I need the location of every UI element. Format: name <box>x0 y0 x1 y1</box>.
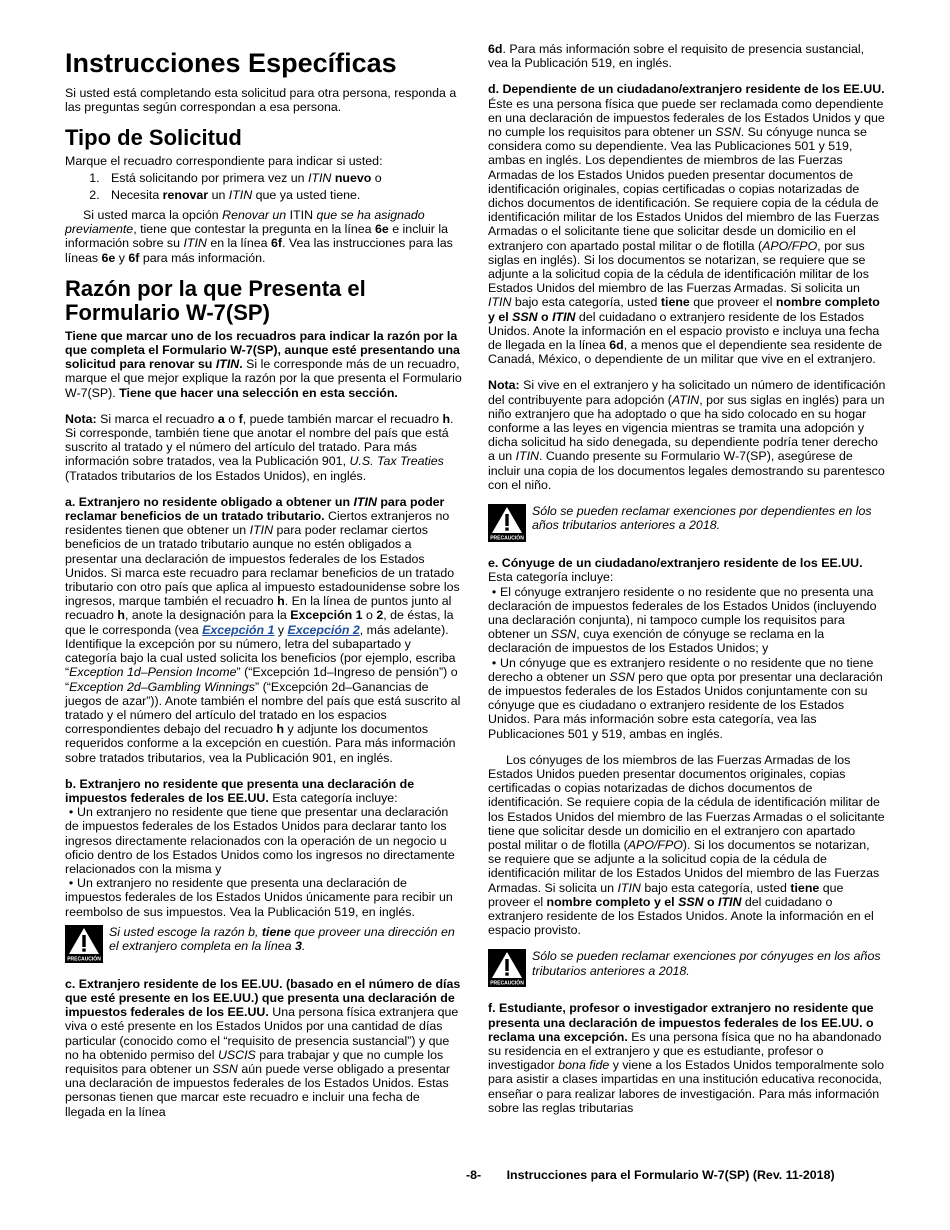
intro-paragraph: Si usted está completando esta solicitud para otra persona, responda a las preguntas según correspondan a esa persona. <box>65 86 457 115</box>
caution-note <box>65 925 463 963</box>
razon-paragraph: Tiene que marcar uno de los recuadros para indicar la razón por la que completa el Formulario W-7(SP), aunque esté presentando una solicitud para renovar su ITIN. Si le corresponde más de un recuadro, marque el que mejor explique la razón por la que presenta el Formulario W-7(SP). Tiene que hacer una selección en esta sección. <box>65 328 462 400</box>
nota-2-paragraph: Nota: Si vive en el extranjero y ha solicitado un número de identificación del contribuyente para adopción (ATIN, por sus siglas en inglés) para un niño extranjero que ha adoptado o que ha sido colocado en su hogar conforme a las leyes en vigencia mientras se tramita una adopción y dicha solicitud ha sido denegada, su dependiente podría tener derecho a un ITIN. Cuando presente su Formulario W-7(SP), asegúrese de incluir una copia de los documentos legales demostrando su parentesco con el niño. <box>488 378 886 492</box>
caution-label: PRECAUCIÓN <box>490 980 524 987</box>
caution-text: Sólo se pueden reclamar exenciones por cónyuges en los años tributarios anteriores a 2018. <box>532 949 881 978</box>
section-b-paragraph: b. Extranjero no residente que presenta una declaración de impuestos federales de los EE.UU. Esta categoría incluye: <box>65 776 415 805</box>
link-excepcion-2[interactable]: Excepción 2 <box>287 622 360 637</box>
caution-text: Si usted escoge la razón b, tiene que proveer una dirección en el extranjero completa en la línea 3. <box>109 924 455 953</box>
section-c-paragraph: c. Extranjero residente de los EE.UU. (basado en el número de días que esté presente en los EE.UU.) que presenta una declaración de impuestos federales de los EE.UU. Una persona física extranjera que viva o esté presente en los Estados Unidos por una cantidad de días particular (conocido como el “requisito de presencia sustancial”) y que no ha obtenido permiso del USCIS para trabajar y que no cumple los requisitos para obtener un SSN aún puede verse obligado a presentar una declaración de impuestos federales de los Estados Unidos. Estas personas tienen que marcar este recuadro e incluir una fecha de llegada en la línea <box>65 976 461 1119</box>
page-title: Instrucciones Específicas <box>65 48 397 78</box>
right-column <box>488 42 886 1127</box>
section-f-paragraph: f. Estudiante, profesor o investigador extranjero no residente que presenta una declaración de impuestos federales de los EE.UU. o reclama una excepción. Es una persona física que no ha abandonado su residencia en el extranjero y que es estudiante, profesor o investigador bona fide y viene a los Estados Unidos temporalmente solo para asistir a clases impartidas en una institución educativa reconocida, enseñar o para realizar labores de investigación. Para más información sobre las reglas tributarias <box>488 1001 885 1115</box>
list-item: • Un cónyuge que es extranjero residente o no residente que no tiene derecho a obtener un SSN pero que opta por presentar una declaración de impuestos federales de los Estados Unidos conjuntamente con su cónyuge que es ciudadano o extranjero residente de los Estados Unidos. Para más información sobre esta categoría, vea las Publicaciones 501 y 519, ambas en inglés. <box>488 656 886 741</box>
list-item: 1. Está solicitando por primera vez un ITIN nuevo o <box>103 171 463 185</box>
left-column <box>65 44 463 1131</box>
list-item: • Un extranjero no residente que presenta una declaración de impuestos federales de los Estados Unidos únicamente para recibir un reembolso de sus impuestos. Vea la Publicación 519, en inglés. <box>65 876 463 919</box>
caution-label: PRECAUCIÓN <box>490 535 524 542</box>
caution-note <box>488 949 886 987</box>
nota-paragraph: Nota: Si marca el recuadro a o f, puede también marcar el recuadro h. Si corresponde, también tiene que anotar el nombre del país que está suscrito al tratado y el número del artículo del tratado. Para más información sobre tratados, vea la Publicación 901, U.S. Tax Treaties (Tratados tributarios de los Estados Unidos), en inglés. <box>65 411 454 483</box>
caution-icon <box>488 504 526 542</box>
list-item: • El cónyuge extranjero residente o no residente que no presenta una declaración de impuestos federales de los Estados Unidos (incluyendo una declaración conjunta), ni tampoco cumple los requisitos para obtener un SSN, cuya exención de cónyuge se reclama en la declaración de impuestos de los Estados Unidos; y <box>488 585 886 656</box>
link-excepcion-1[interactable]: Excepción 1 <box>202 622 275 637</box>
caution-icon <box>488 949 526 987</box>
tipo-list <box>65 171 463 202</box>
section-e-paragraph: e. Cónyuge de un ciudadano/extranjero residente de los EE.UU. Esta categoría incluye: <box>488 556 863 585</box>
page-number: -8- <box>466 1168 482 1182</box>
section-d-paragraph: d. Dependiente de un ciudadano/extranjero residente de los EE.UU. Éste es una persona física que puede ser reclamada como dependiente en una declaración de impuestos federales de los Estados Unidos y que no cumple los requisitos para obtener un SSN. Su cónyuge nunca se considera como su dependiente. Vea las Publicaciones 501 y 519, ambas en inglés. Los dependientes de miembros de las Fuerzas Armadas de los Estados Unidos pueden presentar documentos de identificación originales, copias certificadas o copias notarizadas de dichos documentos de identificación. Se requiere copia de la cédula de identificación militar de los Estados Unidos del miembro de las Fuerzas Armadas o el solicitante tiene que solicitar desde un domicilio en el extranjero con apartado postal militar o de flotilla (APO/FPO, por sus siglas en inglés). Si los documentos se notarizan, se requiere que se adjunte a la solicitud copia de la cédula de identificación militar de los Estados Unidos del miembro de las Fuerzas Armadas. Si solicita un ITIN bajo esta categoría, usted tiene que proveer el nombre completo y el SSN o ITIN del cuidadano o extranjero residente de los Estados Unidos. Anote la información en el espacio provisto e incluya una fecha de llegada en la línea 6d, a menos que el dependiente sea residente de Canadá, México, o dependiente de un militar que vive en el extranjero. <box>488 82 885 367</box>
page-footer <box>466 1168 835 1182</box>
caution-label: PRECAUCIÓN <box>67 956 101 963</box>
section-e-military-paragraph: Los cónyuges de los miembros de las Fuerzas Armadas de los Estados Unidos pueden presentar documentos originales, copias certificadas o copias notarizadas de dichos documentos de identificación. Se requiere copia de la cédula de identificación militar de los Estados Unidos del miembro de las Fuerzas Armadas o el solicitante tiene que solicitar desde un domicilio en el extranjero con apartado postal militar o de flotilla (APO/FPO). Si los documentos se notarizan, se requiere que se adjunte a la solicitud copia de la cédula de identificación militar de los Estados Unidos del miembro de las Fuerzas Armadas. Si solicita un ITIN bajo esta categoría, usted tiene que proveer el nombre completo y el SSN o ITIN del cuidadano o extranjero residente de los Estados Unidos. Anote la información en el espacio provisto. <box>488 752 885 938</box>
section-c-continued: 6d. Para más información sobre el requisito de presencia sustancial, vea la Publicación 519, en inglés. <box>488 42 865 71</box>
section-heading-razon: Razón por la que Presenta el Formulario W-7(SP) <box>65 275 366 325</box>
section-heading-tipo: Tipo de Solicitud <box>65 125 242 151</box>
list-item: • Un extranjero no residente que tiene que presentar una declaración de impuestos federales de los Estados Unidos para declarar tanto los ingresos directamente relacionados con la operación de un negocio u oficio dentro de los Estados Unidos como los ingresos no directamente relacionados con la misma y <box>65 805 463 876</box>
footer-title: Instrucciones para el Formulario W-7(SP) (Rev. 11-2018) <box>506 1168 835 1182</box>
section-a-paragraph: a. Extranjero no residente obligado a obtener un ITIN para poder reclamar beneficios de un tratado tributario. Ciertos extranjeros no residentes tienen que obtener un ITIN para poder reclamar ciertos beneficios de un tratado tributario aunque no estén obligados a presentar una declaración de impuestos federales de los Estados Unidos. Si marca este recuadro para reclamar beneficios de un tratado tributario con otro país que aplica al impuesto estadounidense sobre los ingresos, marque también el recuadro h. En la línea de puntos junto al recuadro h, anote la designación para la Excepción 1 o 2, de éstas, la que le corresponda (vea Excepción 1 y Excepción 2, más adelante). Identifique la excepción por su número, letra del subapartado y categoría bajo la cual usted solicita los beneficios (por ejemplo, escriba “Exception 1d–Pension Income” (“Excepción 1d–Ingreso de pensión”) o “Exception 2d–Gambling Winnings” (“Excepción 2d–Ganancias de juegos de azar”)). Anote también el nombre del país que está suscrito al tratado y el número del artículo del tratado en los espacios correspondientes debajo del recuadro h y adjunte los documentos requeridos conforme a la excepción en cuestión. Para más información sobre tratados tributarios, vea la Publicación 901, en inglés. <box>65 494 461 765</box>
list-item: 2. Necesita renovar un ITIN que ya usted tiene. <box>103 188 463 202</box>
caution-icon <box>65 925 103 963</box>
renew-paragraph: Si usted marca la opción Renovar un ITIN que se ha asignado previamente, tiene que contestar la pregunta en la línea 6e e incluir la información sobre su ITIN en la línea 6f. Vea las instrucciones para las líneas 6e y 6f para más información. <box>65 208 453 265</box>
caution-note <box>488 504 886 542</box>
tipo-intro: Marque el recuadro correspondiente para indicar si usted: <box>65 154 383 169</box>
caution-text: Sólo se pueden reclamar exenciones por dependientes en los años tributarios anteriores a 2018. <box>532 504 872 533</box>
